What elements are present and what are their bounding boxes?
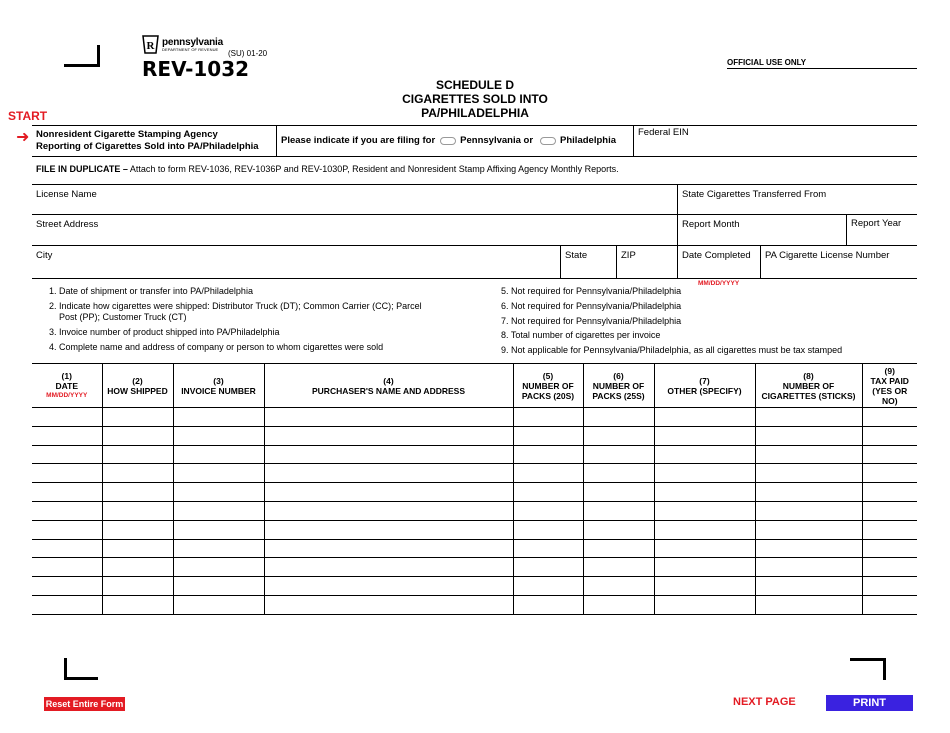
title-line-1: SCHEDULE D bbox=[435, 78, 514, 92]
date-completed-field[interactable]: Date Completed bbox=[682, 250, 751, 261]
registration-mark-bottom-left bbox=[64, 658, 98, 680]
logo-department: DEPARTMENT OF REVENUE bbox=[162, 46, 219, 52]
column-header-invoice-number bbox=[173, 364, 264, 408]
table-cell-input[interactable] bbox=[32, 501, 102, 520]
divider bbox=[677, 184, 678, 278]
column-number: (6) bbox=[613, 370, 624, 381]
philadelphia-radio[interactable] bbox=[540, 137, 556, 145]
table-cell-input[interactable] bbox=[755, 595, 862, 614]
table-cell-input[interactable] bbox=[755, 558, 862, 577]
zip-field[interactable]: ZIP bbox=[621, 250, 636, 261]
table-cell-input[interactable] bbox=[755, 577, 862, 596]
table-cell-input[interactable] bbox=[862, 595, 917, 614]
table-cell-input[interactable] bbox=[102, 539, 173, 558]
table-cell-input[interactable] bbox=[654, 464, 755, 483]
table-cell-input[interactable] bbox=[513, 558, 583, 577]
start-label: START bbox=[8, 109, 48, 123]
table-cell-input[interactable] bbox=[173, 426, 264, 445]
column-number: (5) bbox=[542, 370, 554, 381]
state-field[interactable]: State bbox=[565, 250, 588, 261]
table-cell-input[interactable] bbox=[583, 539, 654, 558]
instruction-9: 9. Not applicable for Pennsylvania/Philadelphia, as all cigarettes must be tax stamped bbox=[501, 345, 843, 356]
next-page-link[interactable]: NEXT PAGE bbox=[733, 696, 796, 708]
table-cell-input[interactable] bbox=[264, 577, 513, 596]
column-header-other bbox=[654, 364, 755, 408]
table-cell-input[interactable] bbox=[173, 408, 264, 427]
column-label: TAX PAID (YES OR NO) bbox=[870, 375, 909, 406]
divider bbox=[760, 245, 761, 278]
table-cell-input[interactable] bbox=[173, 483, 264, 502]
divider bbox=[560, 245, 561, 278]
table-cell-input[interactable] bbox=[862, 577, 917, 596]
instruction-8: 8. Total number of cigarettes per invoice bbox=[501, 330, 661, 341]
column-label: INVOICE NUMBER bbox=[181, 385, 256, 396]
column-number: (7) bbox=[699, 375, 710, 386]
filing-prompt: Please indicate if you are filing for bbox=[281, 135, 436, 146]
table-cell-input[interactable] bbox=[654, 445, 755, 464]
column-number: (8) bbox=[803, 370, 814, 381]
title-line-2: CIGARETTES SOLD INTO bbox=[402, 92, 548, 106]
table-cell-input[interactable] bbox=[583, 464, 654, 483]
table-cell-input[interactable] bbox=[755, 445, 862, 464]
instruction-2: 2. Indicate how cigarettes were shipped: Distributor Truck (DT); Common Carrier (CC); Parcel bbox=[49, 301, 422, 311]
table-cell-input[interactable] bbox=[755, 539, 862, 558]
agency-title-line-1: Nonresident Cigarette Stamping Agency bbox=[36, 129, 218, 140]
table-cell-input[interactable] bbox=[862, 539, 917, 558]
table-row bbox=[32, 408, 917, 427]
table-cell-input[interactable] bbox=[654, 520, 755, 539]
pa-license-number-field[interactable]: PA Cigarette License Number bbox=[765, 250, 890, 261]
table-cell-input[interactable] bbox=[264, 408, 513, 427]
table-cell-input[interactable] bbox=[264, 501, 513, 520]
table-cell-input[interactable] bbox=[513, 539, 583, 558]
cigarette-sales-table bbox=[32, 363, 917, 615]
table-cell-input[interactable] bbox=[654, 595, 755, 614]
table-cell-input[interactable] bbox=[264, 445, 513, 464]
registration-mark-bottom-right bbox=[850, 658, 886, 680]
table-cell-input[interactable] bbox=[654, 408, 755, 427]
agency-title-line-2: Reporting of Cigarettes Sold into PA/Philadelphia bbox=[36, 141, 259, 152]
divider bbox=[32, 278, 917, 279]
table-cell-input[interactable] bbox=[755, 408, 862, 427]
instruction-2-cont: Post (PP); Customer Truck (CT) bbox=[59, 312, 187, 322]
column-label: NUMBER OF CIGARETTES (STICKS) bbox=[761, 380, 856, 401]
table-cell-input[interactable] bbox=[862, 464, 917, 483]
date-format-hint: MM/DD/YYYY bbox=[46, 391, 88, 399]
column-header-how-shipped bbox=[102, 364, 173, 408]
table-cell-input[interactable] bbox=[102, 501, 173, 520]
philadelphia-option-label: Philadelphia bbox=[560, 135, 616, 146]
form-number: REV-1032 bbox=[142, 57, 250, 81]
table-cell-input[interactable] bbox=[102, 595, 173, 614]
table-cell-input[interactable] bbox=[862, 520, 917, 539]
instruction-7: 7. Not required for Pennsylvania/Philadelphia bbox=[501, 315, 682, 326]
pa-revenue-logo bbox=[142, 35, 223, 54]
date-completed-format: MM/DD/YYYY bbox=[698, 280, 740, 287]
table-cell-input[interactable] bbox=[654, 539, 755, 558]
instruction-1: 1. Date of shipment or transfer into PA/Philadelphia bbox=[49, 286, 253, 296]
table-row bbox=[32, 539, 917, 558]
instruction-4: 4. Complete name and address of company or person to whom cigarettes were sold bbox=[49, 342, 384, 352]
divider bbox=[846, 214, 847, 245]
table-cell-input[interactable] bbox=[173, 520, 264, 539]
table-row bbox=[32, 595, 917, 614]
table-cell-input[interactable] bbox=[583, 426, 654, 445]
keystone-icon bbox=[142, 35, 159, 54]
table-cell-input[interactable] bbox=[513, 464, 583, 483]
table-cell-input[interactable] bbox=[862, 483, 917, 502]
table-cell-input[interactable] bbox=[583, 520, 654, 539]
table-cell-input[interactable] bbox=[32, 445, 102, 464]
column-number: (3) bbox=[213, 375, 224, 386]
table-header-row bbox=[32, 364, 917, 408]
official-use-line bbox=[727, 68, 917, 69]
column-label: PURCHASER'S NAME AND ADDRESS bbox=[312, 385, 465, 396]
table-cell-input[interactable] bbox=[755, 520, 862, 539]
print-button[interactable]: PRINT bbox=[826, 695, 913, 711]
table-cell-input[interactable] bbox=[264, 426, 513, 445]
table-cell-input[interactable] bbox=[654, 483, 755, 502]
table-row bbox=[32, 558, 917, 577]
duplicate-text: Attach to form REV-1036, REV-1036P and REV-1030P, Resident and Nonresident Stamp Affixing Agency Monthly Reports. bbox=[127, 164, 619, 174]
table-cell-input[interactable] bbox=[173, 539, 264, 558]
table-cell-input[interactable] bbox=[32, 464, 102, 483]
table-cell-input[interactable] bbox=[583, 445, 654, 464]
table-row bbox=[32, 577, 917, 596]
table-row bbox=[32, 501, 917, 520]
table-cell-input[interactable] bbox=[862, 445, 917, 464]
divider bbox=[616, 245, 617, 278]
instruction-6: 6. Not required for Pennsylvania/Philadelphia bbox=[501, 300, 682, 311]
table-cell-input[interactable] bbox=[32, 408, 102, 427]
table-cell-input[interactable] bbox=[513, 501, 583, 520]
table-body bbox=[32, 408, 917, 615]
file-in-duplicate-note bbox=[36, 164, 619, 174]
column-label: DATE bbox=[55, 380, 78, 391]
table-row bbox=[32, 483, 917, 502]
reset-form-button[interactable]: Reset Entire Form bbox=[45, 699, 124, 709]
instruction-5: 5. Not required for Pennsylvania/Philadelphia bbox=[501, 286, 682, 296]
column-label: HOW SHIPPED bbox=[107, 385, 168, 396]
page-title bbox=[330, 78, 620, 120]
report-year-field[interactable]: Report Year bbox=[851, 218, 902, 229]
state-transferred-field[interactable]: State Cigarettes Transferred From bbox=[682, 189, 827, 200]
table-cell-input[interactable] bbox=[102, 483, 173, 502]
column-number: (9) bbox=[884, 365, 895, 376]
divider bbox=[32, 184, 917, 185]
instructions-left bbox=[49, 286, 469, 353]
table-cell-input[interactable] bbox=[755, 426, 862, 445]
divider bbox=[32, 245, 917, 246]
table-cell-input[interactable] bbox=[102, 520, 173, 539]
title-line-3: PA/PHILADELPHIA bbox=[421, 106, 529, 120]
pennsylvania-option-label: Pennsylvania or bbox=[460, 135, 534, 146]
table-cell-input[interactable] bbox=[173, 464, 264, 483]
column-label: NUMBER OF PACKS (20S) bbox=[521, 380, 575, 401]
svg-text:R: R bbox=[146, 40, 155, 52]
agency-title bbox=[36, 129, 259, 153]
table-cell-input[interactable] bbox=[264, 539, 513, 558]
table-cell-input[interactable] bbox=[654, 558, 755, 577]
table-cell-input[interactable] bbox=[862, 558, 917, 577]
table-cell-input[interactable] bbox=[173, 445, 264, 464]
table-cell-input[interactable] bbox=[862, 426, 917, 445]
table-cell-input[interactable] bbox=[102, 445, 173, 464]
table-cell-input[interactable] bbox=[264, 483, 513, 502]
arrow-right-icon: ➜ bbox=[16, 129, 30, 146]
table-cell-input[interactable] bbox=[173, 577, 264, 596]
table-cell-input[interactable] bbox=[32, 426, 102, 445]
divider bbox=[276, 125, 277, 157]
filing-options bbox=[281, 135, 616, 146]
instruction-3: 3. Invoice number of product shipped into PA/Philadelphia bbox=[49, 327, 280, 337]
table-cell-input[interactable] bbox=[583, 558, 654, 577]
column-header-sticks bbox=[755, 364, 862, 408]
column-header-packs-25s bbox=[583, 364, 654, 408]
divider bbox=[633, 125, 634, 157]
table-cell-input[interactable] bbox=[513, 520, 583, 539]
table-cell-input[interactable] bbox=[102, 408, 173, 427]
column-header-packs-20s bbox=[513, 364, 583, 408]
table-cell-input[interactable] bbox=[654, 501, 755, 520]
table-cell-input[interactable] bbox=[102, 577, 173, 596]
table-cell-input[interactable] bbox=[173, 595, 264, 614]
report-month-field[interactable]: Report Month bbox=[682, 219, 740, 230]
column-number: (1) bbox=[61, 370, 72, 381]
table-cell-input[interactable] bbox=[654, 426, 755, 445]
table-cell-input[interactable] bbox=[264, 520, 513, 539]
table-cell-input[interactable] bbox=[32, 539, 102, 558]
table-cell-input[interactable] bbox=[755, 483, 862, 502]
table-cell-input[interactable] bbox=[102, 558, 173, 577]
table-cell-input[interactable] bbox=[264, 464, 513, 483]
license-name-field[interactable]: License Name bbox=[36, 189, 97, 200]
table-cell-input[interactable] bbox=[583, 408, 654, 427]
column-label: OTHER (SPECIFY) bbox=[667, 385, 742, 396]
column-header-date bbox=[32, 364, 102, 408]
table-cell-input[interactable] bbox=[583, 577, 654, 596]
table-row bbox=[32, 426, 917, 445]
table-cell-input[interactable] bbox=[102, 426, 173, 445]
table-row bbox=[32, 520, 917, 539]
table-cell-input[interactable] bbox=[32, 577, 102, 596]
pennsylvania-radio[interactable] bbox=[440, 137, 456, 145]
column-number: (2) bbox=[132, 375, 143, 386]
table-row bbox=[32, 445, 917, 464]
table-cell-input[interactable] bbox=[513, 577, 583, 596]
table-cell-input[interactable] bbox=[513, 426, 583, 445]
column-label: NUMBER OF PACKS (25S) bbox=[592, 380, 645, 401]
column-header-purchaser bbox=[264, 364, 513, 408]
form-version: (SU) 01-20 bbox=[228, 49, 268, 58]
registration-mark-top-left bbox=[64, 45, 100, 67]
instructions-right bbox=[501, 286, 911, 356]
table-cell-input[interactable] bbox=[513, 408, 583, 427]
table-cell-input[interactable] bbox=[513, 595, 583, 614]
federal-ein-field[interactable]: Federal EIN bbox=[638, 127, 689, 138]
table-cell-input[interactable] bbox=[583, 595, 654, 614]
table-cell-input[interactable] bbox=[583, 483, 654, 502]
table-cell-input[interactable] bbox=[32, 483, 102, 502]
column-header-tax-paid bbox=[862, 364, 917, 408]
divider bbox=[32, 214, 917, 215]
official-use-label: OFFICIAL USE ONLY bbox=[727, 58, 807, 67]
table-cell-input[interactable] bbox=[513, 445, 583, 464]
table-cell-input[interactable] bbox=[862, 408, 917, 427]
table-cell-input[interactable] bbox=[755, 464, 862, 483]
street-address-field[interactable]: Street Address bbox=[36, 219, 99, 230]
table-cell-input[interactable] bbox=[32, 558, 102, 577]
city-field[interactable]: City bbox=[36, 250, 53, 261]
table-cell-input[interactable] bbox=[32, 520, 102, 539]
table-cell-input[interactable] bbox=[513, 483, 583, 502]
table-cell-input[interactable] bbox=[32, 595, 102, 614]
table-cell-input[interactable] bbox=[173, 501, 264, 520]
table-cell-input[interactable] bbox=[862, 501, 917, 520]
table-cell-input[interactable] bbox=[173, 558, 264, 577]
table-cell-input[interactable] bbox=[264, 595, 513, 614]
table-cell-input[interactable] bbox=[755, 501, 862, 520]
table-cell-input[interactable] bbox=[654, 577, 755, 596]
duplicate-bold: FILE IN DUPLICATE – bbox=[36, 164, 128, 174]
table-cell-input[interactable] bbox=[583, 501, 654, 520]
table-cell-input[interactable] bbox=[264, 558, 513, 577]
table-row bbox=[32, 464, 917, 483]
table-cell-input[interactable] bbox=[102, 464, 173, 483]
column-number: (4) bbox=[383, 375, 394, 386]
logo-brand: pennsylvania bbox=[162, 36, 223, 48]
